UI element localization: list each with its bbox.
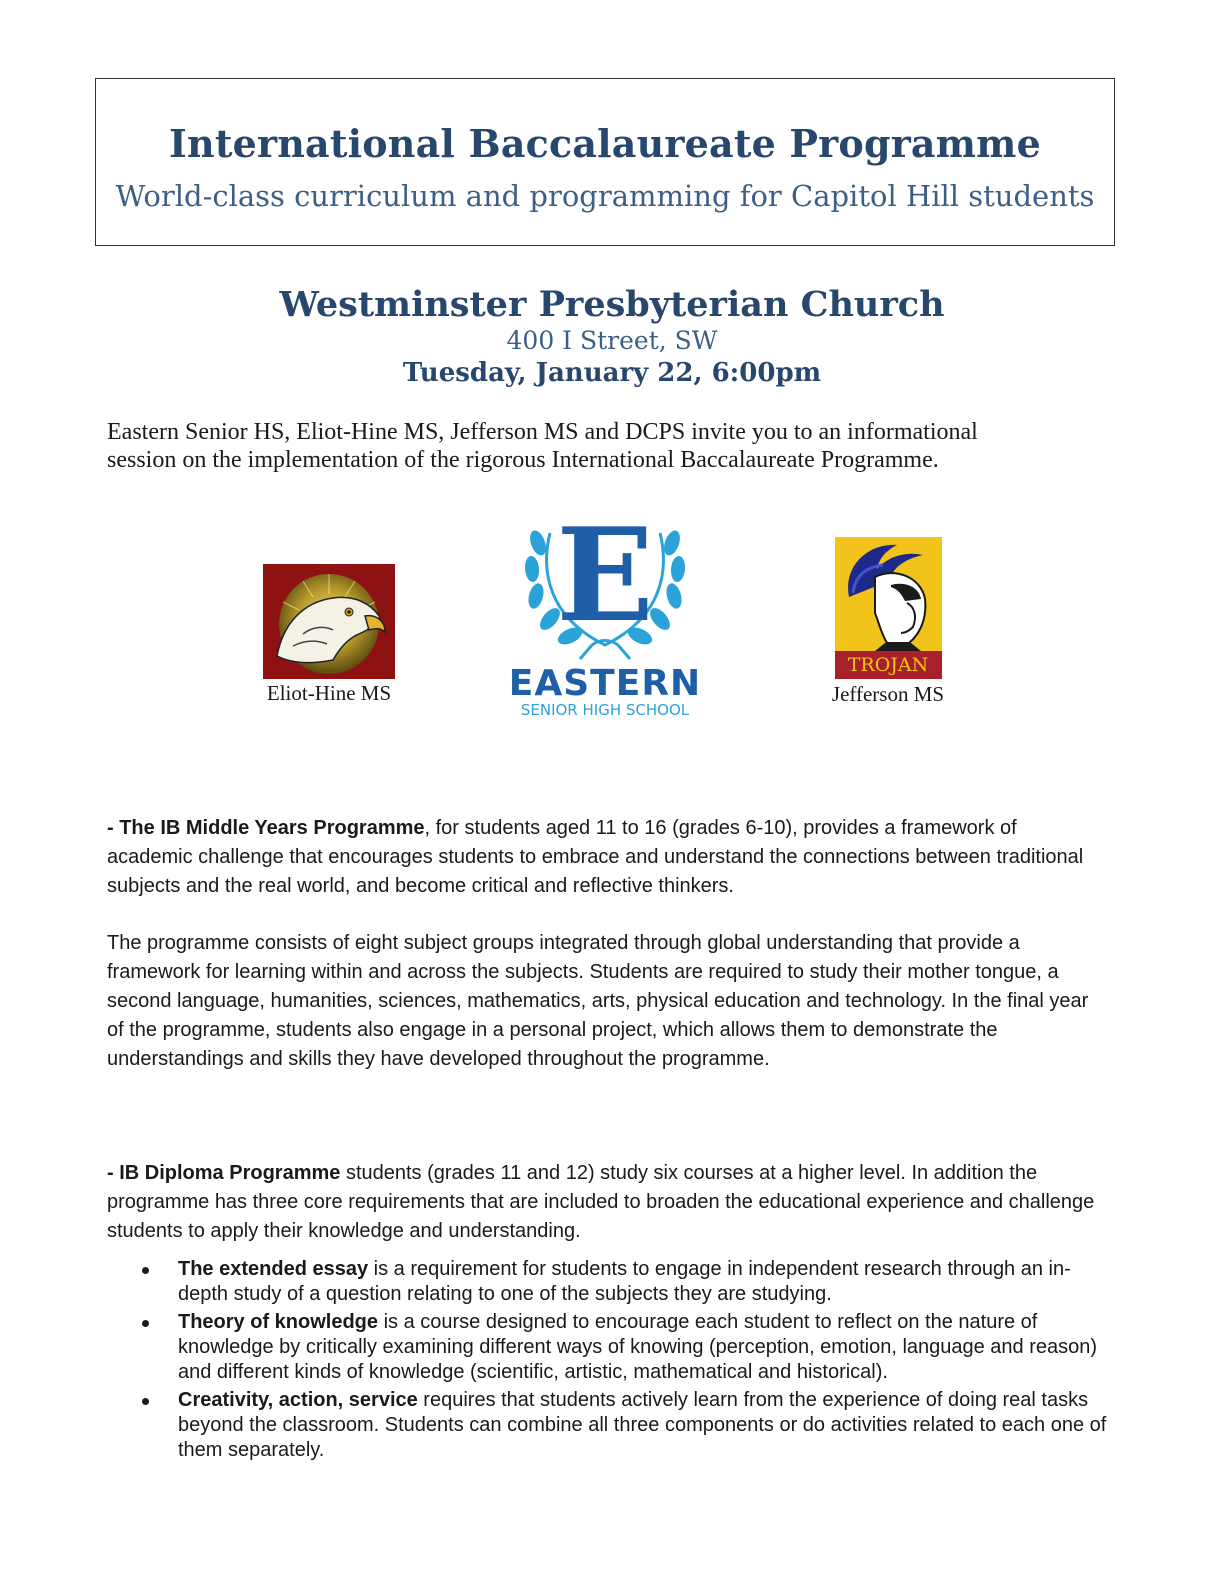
eastern-subtitle: SENIOR HIGH SCHOOL <box>520 701 690 719</box>
bullet-term: The extended essay <box>178 1258 369 1280</box>
myp-text: , for students aged 11 to 16 (grades 6-10), provides a framework of academic challenge that encourages students to embrace and understand the connections between traditional subjects and the real world, and become critical and reflective thinkers. <box>107 817 1084 897</box>
intro-line-2: session on the implementation of the rigorous International Baccalaureate Programme. <box>107 447 939 473</box>
jefferson-caption: Jefferson MS <box>831 682 945 706</box>
dp-core-list <box>107 1257 1107 1466</box>
bullet-text: requires that students actively learn from the experience of doing real tasks beyond the classroom. Students can combine all three components or do activities related to each one of them separately. <box>178 1389 1107 1461</box>
list-item <box>107 1388 1107 1463</box>
eagle-logo-icon <box>263 564 395 679</box>
intro-line-1: Eastern Senior HS, Eliot-Hine MS, Jefferson MS and DCPS invite you to an informational <box>107 419 978 445</box>
trojan-helmet-icon <box>835 537 942 651</box>
list-item <box>107 1310 1107 1385</box>
jefferson-logo-block <box>820 537 956 707</box>
page-subtitle: World-class curriculum and programming for Capitol Hill students <box>115 179 1095 213</box>
eliot-hine-caption: Eliot-Hine MS <box>266 681 392 705</box>
eastern-laurel-e-icon <box>510 503 700 663</box>
bullet-icon <box>142 1320 149 1327</box>
eastern-name: EASTERN <box>508 663 702 704</box>
header-box <box>95 78 1115 246</box>
eastern-e-letter: E <box>556 503 654 651</box>
trojan-logo <box>835 537 942 679</box>
eastern-logo-block <box>500 503 710 719</box>
bullet-term: Creativity, action, service <box>178 1389 418 1411</box>
event-venue: Westminster Presbyterian Church <box>279 284 945 325</box>
dp-paragraph <box>107 1159 1107 1246</box>
event-datetime: Tuesday, January 22, 6:00pm <box>402 358 822 388</box>
bullet-text: is a course designed to encourage each student to reflect on the nature of knowledge by critically examining different ways of knowing (perception, emotion, language and reason) and different kinds of knowledge (scientific, artistic, mathematical and historical). <box>178 1311 1098 1383</box>
dp-text: students (grades 11 and 12) study six courses at a higher level. In addition the programme has three core requirements that are included to broaden the educational experience and challenge students to apply their knowledge and understanding. <box>107 1162 1095 1242</box>
myp-heading: - The IB Middle Years Programme <box>107 817 425 839</box>
eliot-hine-logo-block <box>262 564 396 706</box>
event-address: 400 I Street, SW <box>506 326 718 355</box>
myp-paragraph <box>107 814 1107 901</box>
bullet-icon <box>142 1398 149 1405</box>
list-item <box>107 1257 1107 1307</box>
dp-heading: - IB Diploma Programme <box>107 1162 341 1184</box>
bullet-term: Theory of knowledge <box>178 1311 379 1333</box>
bullet-icon <box>142 1267 149 1274</box>
bullet-text: is a requirement for students to engage in independent research through an in-depth study of a question relating to one of the subjects they are studying. <box>178 1258 1071 1305</box>
intro-paragraph <box>107 418 1107 474</box>
page-title: International Baccalaureate Programme <box>169 121 1041 166</box>
myp-paragraph-2: The programme consists of eight subject groups integrated through global understanding that provide a framework for learning within and across the subjects. Students are required to study their mother tongue, a second language, humanities, sciences, mathematics, arts, physical education and technology. In the final year of the programme, students also engage in a personal project, which allows them to demonstrate the understandings and skills they have developed throughout the programme. <box>107 932 1089 1070</box>
trojan-banner: TROJAN <box>835 651 942 679</box>
